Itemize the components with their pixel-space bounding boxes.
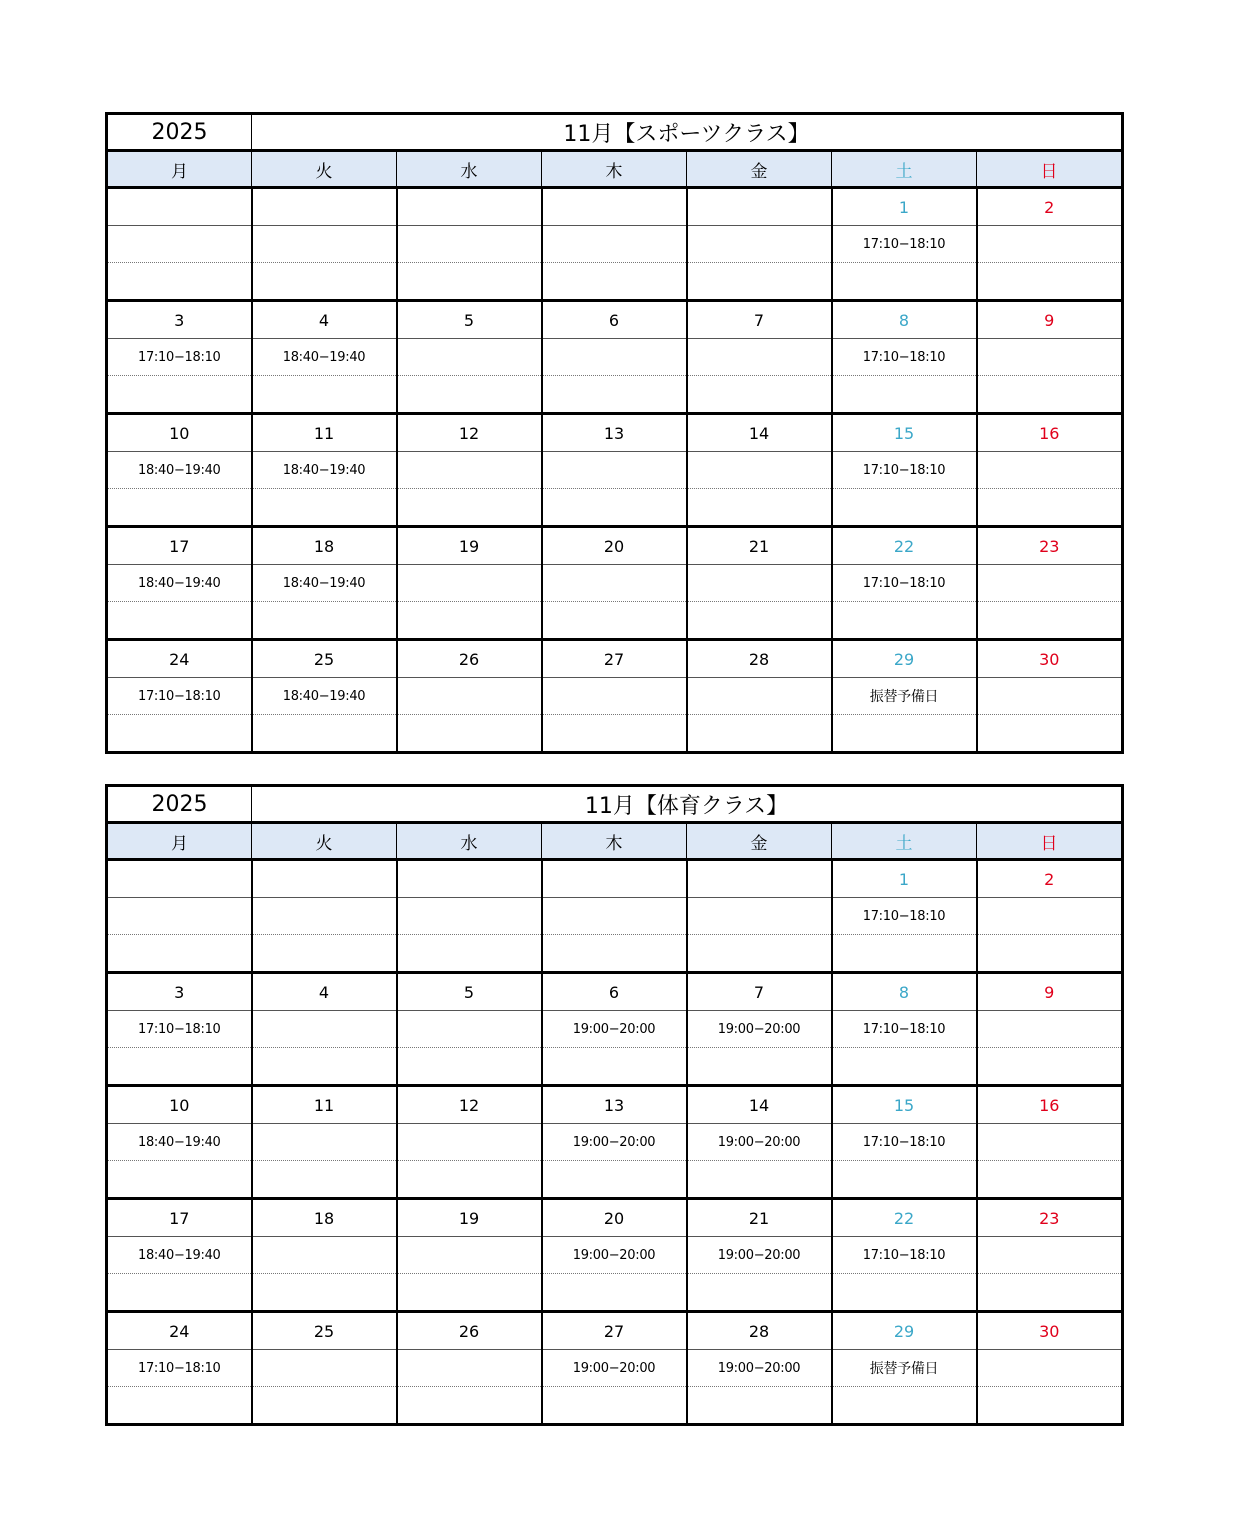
day-number-thu: 20 — [542, 1199, 687, 1237]
empty-cell — [977, 1387, 1123, 1425]
empty-cell — [977, 1274, 1123, 1312]
pe-class-calendar — [105, 784, 1121, 1426]
empty-cell — [542, 715, 687, 753]
day-number-sat: 1 — [832, 860, 977, 898]
class-time-wed — [397, 898, 542, 935]
class-time-tue — [252, 1350, 397, 1387]
class-time-thu — [542, 452, 687, 489]
empty-cell — [832, 1048, 977, 1086]
empty-cell — [832, 1274, 977, 1312]
day-number-sat: 15 — [832, 1086, 977, 1124]
day-number-sat: 15 — [832, 414, 977, 452]
class-time-sun — [977, 226, 1123, 263]
empty-cell — [687, 715, 832, 753]
empty-cell — [252, 1387, 397, 1425]
empty-cell — [397, 376, 542, 414]
class-time-sat: 17:10−18:10 — [832, 1011, 977, 1048]
day-number-wed: 26 — [397, 1312, 542, 1350]
empty-cell — [832, 263, 977, 301]
calendar-title-row — [107, 786, 1123, 823]
class-time-thu: 19:00−20:00 — [542, 1237, 687, 1274]
day-number-mon: 17 — [107, 1199, 252, 1237]
week-2-event-row — [107, 1011, 1123, 1048]
week-3-event-row — [107, 452, 1123, 489]
day-number-sun: 9 — [977, 973, 1123, 1011]
empty-cell — [977, 489, 1123, 527]
week-2-event-row — [107, 339, 1123, 376]
empty-cell — [977, 1161, 1123, 1199]
class-time-thu — [542, 226, 687, 263]
class-time-wed — [397, 1011, 542, 1048]
class-time-mon: 17:10−18:10 — [107, 1011, 252, 1048]
empty-cell — [542, 935, 687, 973]
empty-cell — [542, 1161, 687, 1199]
class-time-wed — [397, 452, 542, 489]
class-time-mon: 18:40−19:40 — [107, 1237, 252, 1274]
day-number-mon: 3 — [107, 301, 252, 339]
class-time-fri: 19:00−20:00 — [687, 1350, 832, 1387]
day-number-sat: 8 — [832, 973, 977, 1011]
empty-cell — [687, 1161, 832, 1199]
day-number-sun: 23 — [977, 1199, 1123, 1237]
week-2-date-row — [107, 301, 1123, 339]
day-number-fri: 14 — [687, 414, 832, 452]
day-number-fri: 28 — [687, 1312, 832, 1350]
week-5-blank-row — [107, 715, 1123, 753]
class-time-thu: 19:00−20:00 — [542, 1124, 687, 1161]
empty-cell — [397, 715, 542, 753]
class-time-fri: 19:00−20:00 — [687, 1124, 832, 1161]
class-time-fri — [687, 678, 832, 715]
class-time-mon: 17:10−18:10 — [107, 1350, 252, 1387]
empty-cell — [832, 715, 977, 753]
week-2-blank-row — [107, 1048, 1123, 1086]
day-number-fri: 14 — [687, 1086, 832, 1124]
week-1-date-row — [107, 860, 1123, 898]
empty-cell — [397, 1161, 542, 1199]
empty-cell — [107, 263, 252, 301]
day-number-wed: 12 — [397, 1086, 542, 1124]
class-time-wed — [397, 565, 542, 602]
day-number-tue: 11 — [252, 1086, 397, 1124]
week-3-date-row — [107, 1086, 1123, 1124]
empty-cell — [107, 935, 252, 973]
weekday-header-sat: 土 — [832, 823, 977, 860]
class-time-mon: 17:10−18:10 — [107, 339, 252, 376]
day-number-tue: 4 — [252, 301, 397, 339]
class-time-mon: 18:40−19:40 — [107, 1124, 252, 1161]
day-number-sat: 22 — [832, 527, 977, 565]
empty-cell — [977, 263, 1123, 301]
empty-cell — [977, 602, 1123, 640]
week-1-blank-row — [107, 935, 1123, 973]
class-time-mon: 18:40−19:40 — [107, 452, 252, 489]
empty-cell — [252, 715, 397, 753]
class-time-fri — [687, 452, 832, 489]
class-time-sat: 振替予備日 — [832, 678, 977, 715]
empty-cell — [252, 263, 397, 301]
weekday-header-fri: 金 — [687, 151, 832, 188]
class-time-tue: 18:40−19:40 — [252, 678, 397, 715]
empty-cell — [252, 376, 397, 414]
day-number-thu: 27 — [542, 640, 687, 678]
day-number-tue: 25 — [252, 1312, 397, 1350]
class-time-sat: 17:10−18:10 — [832, 452, 977, 489]
class-time-fri: 19:00−20:00 — [687, 1011, 832, 1048]
day-number-fri: 21 — [687, 1199, 832, 1237]
day-number-mon: 24 — [107, 1312, 252, 1350]
empty-cell — [832, 1387, 977, 1425]
empty-cell — [397, 489, 542, 527]
week-3-blank-row — [107, 489, 1123, 527]
empty-cell — [107, 1161, 252, 1199]
weekday-header-wed: 水 — [397, 823, 542, 860]
class-time-sat: 17:10−18:10 — [832, 565, 977, 602]
class-time-tue: 18:40−19:40 — [252, 565, 397, 602]
day-number-sat: 1 — [832, 188, 977, 226]
empty-cell — [252, 1161, 397, 1199]
class-time-tue: 18:40−19:40 — [252, 452, 397, 489]
empty-cell — [542, 1048, 687, 1086]
empty-cell — [397, 1048, 542, 1086]
empty-cell — [542, 602, 687, 640]
day-number-mon: 24 — [107, 640, 252, 678]
week-1-event-row — [107, 898, 1123, 935]
class-time-tue — [252, 898, 397, 935]
empty-cell — [832, 489, 977, 527]
class-time-thu: 19:00−20:00 — [542, 1350, 687, 1387]
day-number-wed — [397, 188, 542, 226]
empty-cell — [107, 1048, 252, 1086]
week-4-event-row — [107, 1237, 1123, 1274]
empty-cell — [542, 263, 687, 301]
day-number-sat: 8 — [832, 301, 977, 339]
calendar-title: 11月【体育クラス】 — [252, 786, 1123, 823]
week-1-date-row — [107, 188, 1123, 226]
day-number-thu: 6 — [542, 973, 687, 1011]
day-number-mon — [107, 188, 252, 226]
weekday-header-mon: 月 — [107, 151, 252, 188]
class-time-mon — [107, 226, 252, 263]
day-number-mon: 3 — [107, 973, 252, 1011]
day-number-sun: 2 — [977, 860, 1123, 898]
day-number-fri: 7 — [687, 301, 832, 339]
class-time-thu — [542, 678, 687, 715]
day-number-mon: 10 — [107, 1086, 252, 1124]
class-time-wed — [397, 1350, 542, 1387]
class-time-mon — [107, 898, 252, 935]
week-5-date-row — [107, 640, 1123, 678]
class-time-fri: 19:00−20:00 — [687, 1237, 832, 1274]
day-number-wed: 19 — [397, 1199, 542, 1237]
weekday-header-row — [107, 823, 1123, 860]
day-number-sun: 16 — [977, 1086, 1123, 1124]
day-number-wed: 12 — [397, 414, 542, 452]
class-time-fri — [687, 339, 832, 376]
class-time-sun — [977, 1124, 1123, 1161]
weekday-header-row — [107, 151, 1123, 188]
week-3-date-row — [107, 414, 1123, 452]
empty-cell — [687, 1387, 832, 1425]
empty-cell — [397, 263, 542, 301]
empty-cell — [687, 935, 832, 973]
class-time-thu — [542, 565, 687, 602]
empty-cell — [832, 935, 977, 973]
week-5-date-row — [107, 1312, 1123, 1350]
class-time-wed — [397, 1124, 542, 1161]
week-2-date-row — [107, 973, 1123, 1011]
calendar-title-row — [107, 114, 1123, 151]
day-number-thu: 20 — [542, 527, 687, 565]
class-time-wed — [397, 226, 542, 263]
class-time-thu — [542, 898, 687, 935]
day-number-wed — [397, 860, 542, 898]
empty-cell — [542, 1274, 687, 1312]
class-time-wed — [397, 1237, 542, 1274]
class-time-sun — [977, 452, 1123, 489]
day-number-wed: 5 — [397, 973, 542, 1011]
calendar-year: 2025 — [107, 786, 252, 823]
class-time-thu — [542, 339, 687, 376]
week-4-event-row — [107, 565, 1123, 602]
day-number-fri — [687, 188, 832, 226]
week-1-event-row — [107, 226, 1123, 263]
week-3-event-row — [107, 1124, 1123, 1161]
day-number-sat: 29 — [832, 1312, 977, 1350]
class-time-sat: 17:10−18:10 — [832, 898, 977, 935]
empty-cell — [687, 489, 832, 527]
day-number-sun: 23 — [977, 527, 1123, 565]
class-time-sat: 17:10−18:10 — [832, 339, 977, 376]
day-number-sat: 22 — [832, 1199, 977, 1237]
weekday-header-thu: 木 — [542, 151, 687, 188]
day-number-thu — [542, 188, 687, 226]
empty-cell — [107, 1387, 252, 1425]
empty-cell — [107, 1274, 252, 1312]
empty-cell — [397, 935, 542, 973]
empty-cell — [252, 489, 397, 527]
empty-cell — [252, 935, 397, 973]
day-number-mon: 10 — [107, 414, 252, 452]
day-number-wed: 19 — [397, 527, 542, 565]
empty-cell — [977, 715, 1123, 753]
empty-cell — [252, 602, 397, 640]
class-time-sun — [977, 339, 1123, 376]
empty-cell — [542, 489, 687, 527]
day-number-thu: 27 — [542, 1312, 687, 1350]
day-number-sun: 30 — [977, 640, 1123, 678]
class-time-sun — [977, 1350, 1123, 1387]
weekday-header-tue: 火 — [252, 823, 397, 860]
class-time-wed — [397, 678, 542, 715]
empty-cell — [397, 602, 542, 640]
day-number-wed: 5 — [397, 301, 542, 339]
class-time-mon: 17:10−18:10 — [107, 678, 252, 715]
day-number-thu: 13 — [542, 414, 687, 452]
class-time-tue — [252, 226, 397, 263]
class-time-sat: 17:10−18:10 — [832, 1237, 977, 1274]
class-time-sun — [977, 1237, 1123, 1274]
day-number-fri: 21 — [687, 527, 832, 565]
week-4-date-row — [107, 1199, 1123, 1237]
class-time-tue — [252, 1011, 397, 1048]
weekday-header-sun: 日 — [977, 151, 1123, 188]
empty-cell — [107, 489, 252, 527]
day-number-tue: 4 — [252, 973, 397, 1011]
day-number-wed: 26 — [397, 640, 542, 678]
class-time-tue: 18:40−19:40 — [252, 339, 397, 376]
empty-cell — [832, 1161, 977, 1199]
day-number-tue: 25 — [252, 640, 397, 678]
day-number-tue: 18 — [252, 527, 397, 565]
week-5-blank-row — [107, 1387, 1123, 1425]
class-time-sun — [977, 678, 1123, 715]
class-time-sun — [977, 1011, 1123, 1048]
day-number-thu — [542, 860, 687, 898]
week-5-event-row — [107, 678, 1123, 715]
weekday-header-fri: 金 — [687, 823, 832, 860]
empty-cell — [832, 376, 977, 414]
class-time-sun — [977, 565, 1123, 602]
class-time-thu: 19:00−20:00 — [542, 1011, 687, 1048]
day-number-thu: 6 — [542, 301, 687, 339]
day-number-fri: 28 — [687, 640, 832, 678]
empty-cell — [107, 376, 252, 414]
day-number-sun: 9 — [977, 301, 1123, 339]
empty-cell — [107, 602, 252, 640]
week-5-event-row — [107, 1350, 1123, 1387]
weekday-header-sun: 日 — [977, 823, 1123, 860]
calendar-table — [105, 784, 1124, 1426]
day-number-tue: 11 — [252, 414, 397, 452]
day-number-tue — [252, 188, 397, 226]
week-3-blank-row — [107, 1161, 1123, 1199]
calendar-title: 11月【スポーツクラス】 — [252, 114, 1123, 151]
class-time-mon: 18:40−19:40 — [107, 565, 252, 602]
empty-cell — [687, 1274, 832, 1312]
day-number-fri: 7 — [687, 973, 832, 1011]
empty-cell — [977, 1048, 1123, 1086]
week-4-blank-row — [107, 1274, 1123, 1312]
weekday-header-tue: 火 — [252, 151, 397, 188]
class-time-fri — [687, 565, 832, 602]
day-number-mon: 17 — [107, 527, 252, 565]
day-number-tue — [252, 860, 397, 898]
class-time-tue — [252, 1124, 397, 1161]
day-number-mon — [107, 860, 252, 898]
empty-cell — [977, 376, 1123, 414]
day-number-fri — [687, 860, 832, 898]
day-number-sun: 30 — [977, 1312, 1123, 1350]
empty-cell — [687, 376, 832, 414]
empty-cell — [542, 376, 687, 414]
class-time-fri — [687, 226, 832, 263]
empty-cell — [977, 935, 1123, 973]
week-2-blank-row — [107, 376, 1123, 414]
empty-cell — [107, 715, 252, 753]
weekday-header-sat: 土 — [832, 151, 977, 188]
empty-cell — [397, 1387, 542, 1425]
class-time-sun — [977, 898, 1123, 935]
day-number-thu: 13 — [542, 1086, 687, 1124]
day-number-tue: 18 — [252, 1199, 397, 1237]
week-4-date-row — [107, 527, 1123, 565]
day-number-sat: 29 — [832, 640, 977, 678]
class-time-tue — [252, 1237, 397, 1274]
calendar-year: 2025 — [107, 114, 252, 151]
empty-cell — [687, 263, 832, 301]
empty-cell — [832, 602, 977, 640]
empty-cell — [542, 1387, 687, 1425]
empty-cell — [252, 1274, 397, 1312]
class-time-sat: 17:10−18:10 — [832, 1124, 977, 1161]
day-number-sun: 16 — [977, 414, 1123, 452]
weekday-header-mon: 月 — [107, 823, 252, 860]
day-number-sun: 2 — [977, 188, 1123, 226]
week-4-blank-row — [107, 602, 1123, 640]
sports-class-calendar — [105, 112, 1121, 754]
weekday-header-wed: 水 — [397, 151, 542, 188]
empty-cell — [397, 1274, 542, 1312]
empty-cell — [252, 1048, 397, 1086]
class-time-fri — [687, 898, 832, 935]
class-time-wed — [397, 339, 542, 376]
week-1-blank-row — [107, 263, 1123, 301]
calendar-table — [105, 112, 1124, 754]
weekday-header-thu: 木 — [542, 823, 687, 860]
class-time-sat: 17:10−18:10 — [832, 226, 977, 263]
empty-cell — [687, 1048, 832, 1086]
class-time-sat: 振替予備日 — [832, 1350, 977, 1387]
empty-cell — [687, 602, 832, 640]
